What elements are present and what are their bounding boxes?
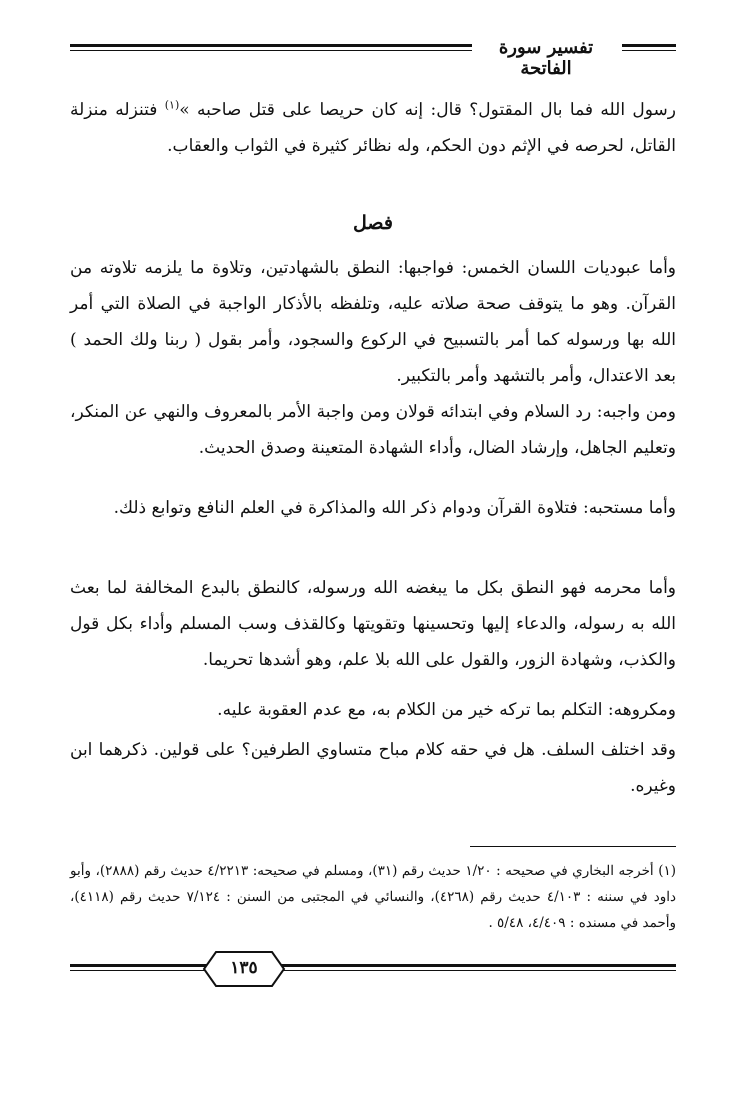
running-header [70,37,676,79]
footer-rule-left-thin [70,970,210,971]
page-number: ١٣٥ [230,958,258,978]
intro-rest-text: فتنزله منزلة القاتل، لحرصه في الإثم دون الحكم، وله نظائر كثيرة في الثواب والعقاب. [70,100,676,156]
page-footer [70,950,676,990]
paragraph-disliked: ومكروهه: التكلم بما تركه خير من الكلام به، مع عدم العقوبة عليه. [217,700,676,720]
paragraph-obligatory: وأما عبوديات اللسان الخمس: فواجبها: النطق بالشهادتين، وتلاوة ما يلزمه تلاوته من القرآن. وهو ما يتوقف صحة صلاته عليه، وتلفظه بالأذكار الواجبة في الصلاة التي أمر الله بها ورسوله كما أمر بالتسبيح في الركوع والسجود، وأمر بقول ( ربنا ولك الحمد ) بعد الاعتدال، وأمر بالتشهد وأمر بالتكبير. [70,258,676,386]
footer-rule-right-thin [278,970,676,971]
header-rule-long [70,44,472,51]
paragraph-disagreement: وقد اختلف السلف. هل في حقه كلام مباح متساوي الطرفين؟ على قولين. ذكرهما ابن وغيره. [70,740,676,796]
section-heading: فصل [353,212,393,234]
footnote-marker: (١) [164,98,180,112]
header-rule-short [622,44,676,51]
footnote: (١) أخرجه البخاري في صحيحه : ١/٢٠ حديث رقم (٣١)، ومسلم في صحيحه: ٤/٢٢١٣ حديث رقم (٢٨٨٨)، وأبو داود في سننه : ٤/١٠٣ حديث رقم (٤٢٦٨)، والنسائي في المجتبى من السنن : ٧/١٢٤ حديث رقم (٤١١٨)، وأحمد في مسنده : ٤/٤٠٩، ٥/٤٨ . [70,863,677,931]
footnote-divider [470,846,676,847]
running-header-title: تفسير سورة الفاتحة [498,37,594,79]
intro-paragraph [70,92,676,164]
paragraph-forbidden: وأما محرمه فهو النطق بكل ما يبغضه الله ورسوله، كالنطق بالبدع المخالفة لما بعث الله به رسوله، والدعاء إليها وتحسينها وتقويتها وكالقذف وسب المسلم وأداء بكل قول والكذب، وشهادة الزور، والقول على الله بلا علم، وهو أشدها تحريما. [70,578,676,670]
intro-text: رسول الله فما بال المقتول؟ قال: إنه كان حريصا على قتل صاحبه » [179,100,677,120]
page-number-badge [202,950,286,988]
paragraph-duties: ومن واجبه: رد السلام وفي ابتدائه قولان ومن واجبة الأمر بالمعروف والنهي عن المنكر، وتعليم الجاهل، وإرشاد الضال، وأداء الشهادة المتعينة وصدق الحديث. [70,402,676,458]
footer-rule-right [278,964,676,967]
paragraph-recommended: وأما مستحبه: فتلاوة القرآن ودوام ذكر الله والمذاكرة في العلم النافع وتوابع ذلك. [113,498,676,518]
footer-rule-left [70,964,210,967]
